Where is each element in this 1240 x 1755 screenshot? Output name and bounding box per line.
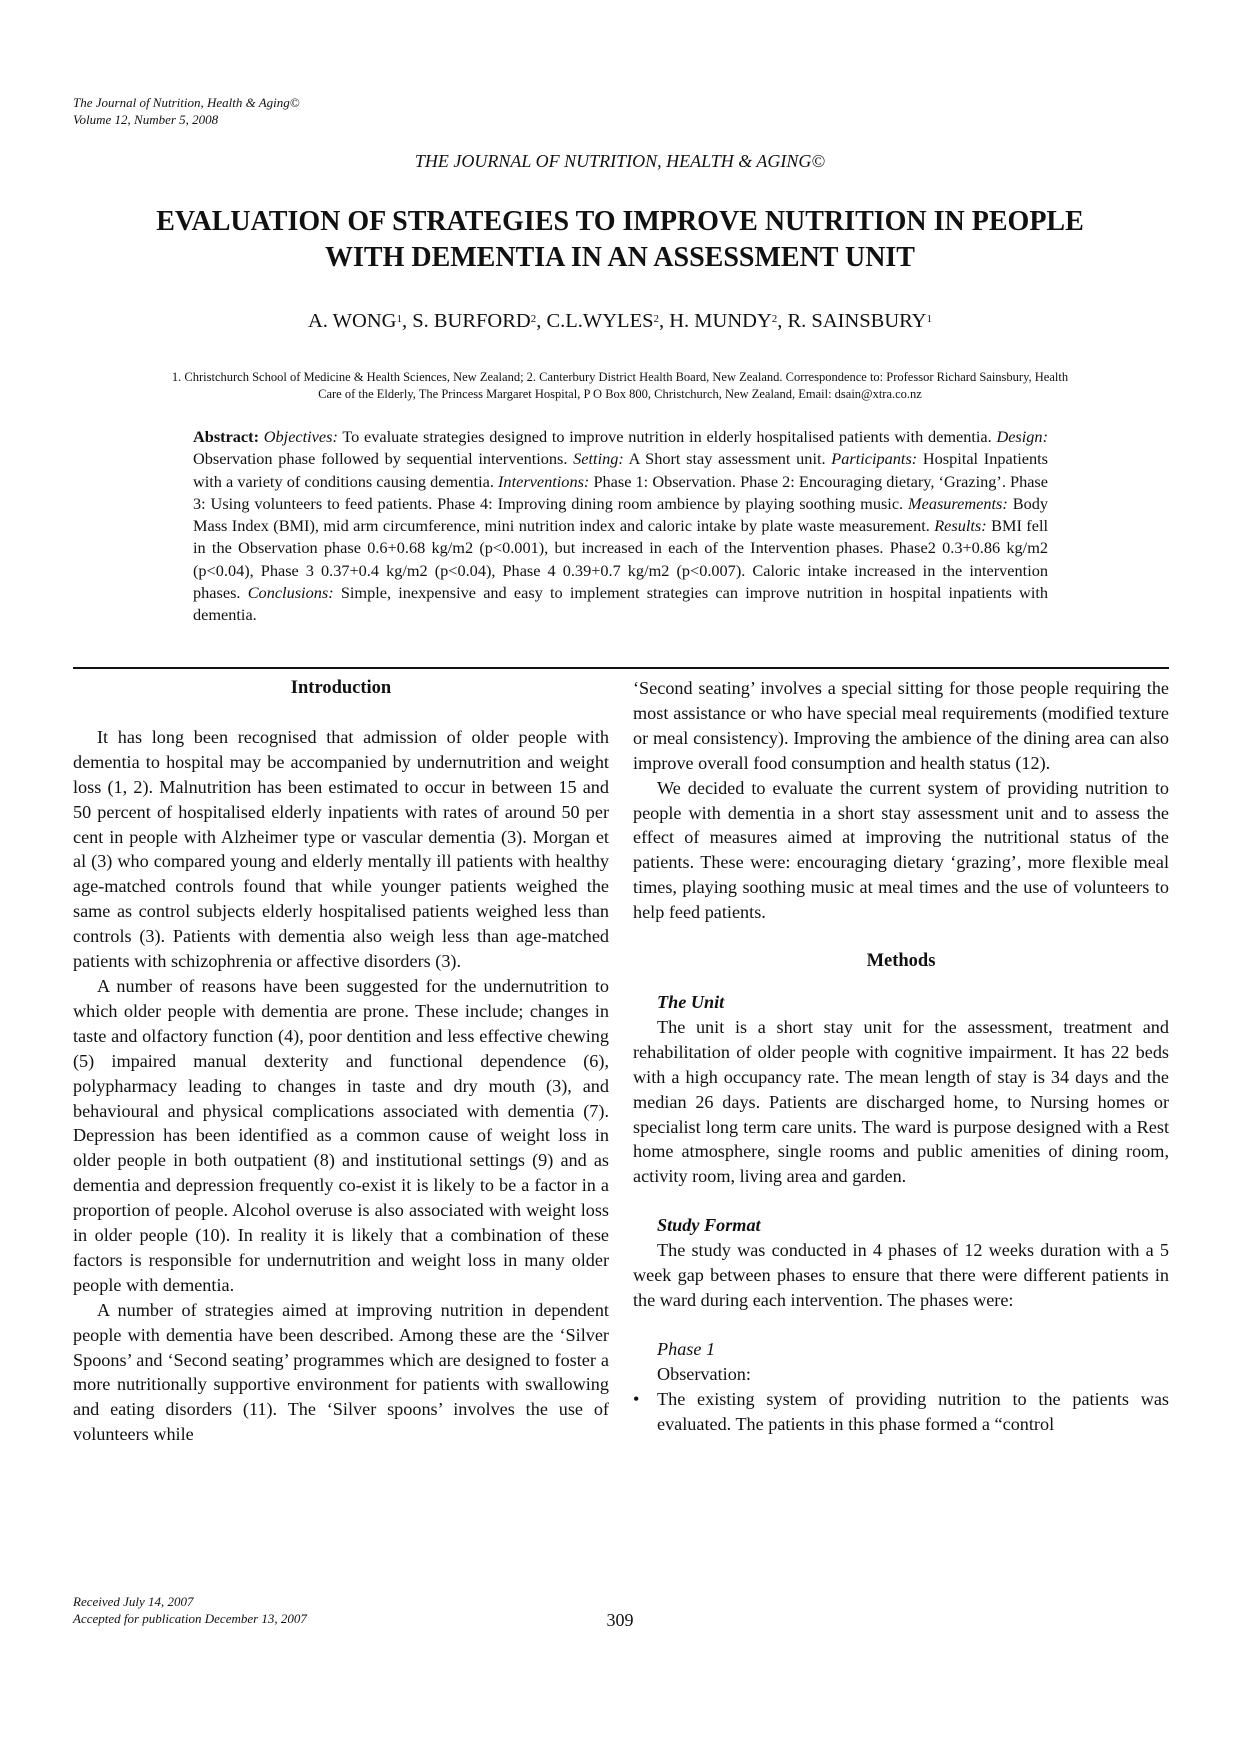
spacer <box>633 1313 1169 1337</box>
affiliations <box>100 369 1140 403</box>
author-affiliation-mark: 2 <box>530 313 537 325</box>
spacer <box>633 1189 1169 1213</box>
left-column <box>73 676 609 1447</box>
author-affiliation-mark: 2 <box>771 313 778 325</box>
abstract-results-label: Results: <box>934 516 987 536</box>
abstract-conclusions-label: Conclusions: <box>247 583 334 603</box>
study-format-paragraph: The study was conducted in 4 phases of 12 weeks duration with a 5 week gap between phases to ensure that there were different patients in the ward during each intervention. The phases were: <box>633 1240 1169 1310</box>
abstract <box>193 426 1048 627</box>
author-affiliation-mark: 2 <box>653 313 659 325</box>
methods-heading: Methods <box>866 951 936 972</box>
abstract-label: Abstract: <box>193 427 260 446</box>
paper-title-line-1: EVALUATION OF STRATEGIES TO IMPROVE NUTRITION IN PEOPLE <box>156 206 1084 237</box>
paper-title <box>100 204 1140 276</box>
affiliations-line-2: Care of the Elderly, The Princess Margaret Hospital, P O Box 800, Christchurch, New Zealand, Email: dsain@xtra.co.nz <box>318 387 922 401</box>
abstract-design-label: Design: <box>996 427 1048 446</box>
section-divider <box>73 667 1169 669</box>
phase-1-heading: Phase 1 <box>657 1338 716 1359</box>
phase-1-label: Observation: <box>657 1363 751 1384</box>
study-format-subheading: Study Format <box>657 1215 761 1236</box>
unit-subheading: The Unit <box>657 991 725 1012</box>
aims-paragraph: We decided to evaluate the current system of providing nutrition to people with dementia in a short stay assessment unit and to assess the effect of measures aimed at improving the nutritional status of the patients. These were: encouraging dietary ‘grazing’, more flexible meal times, playing soothing music at meal times and the use of volunteers to help feed patients. <box>633 777 1169 923</box>
author: R. SAINSBURY$^1$ <box>787 310 932 332</box>
abstract-objectives-label: Objectives: <box>263 427 338 446</box>
abstract-design: Observation phase followed by sequential interventions. <box>193 449 574 469</box>
abstract-interventions-label: Interventions: <box>498 471 590 491</box>
abstract-results: BMI fell in the Observation phase 0.6+0.68 kg/m2 (p<0.001), but increased in each of the Intervention phases. Phase2 0.3+0.86 kg/m2 (p<0.04), Phase 3 0.37+0.4 kg/m2 (p<0.04), Phase 4 0.39+0.7 kg/m2 (p<0.007). Caloric intake increased in the intervention phases. <box>193 516 1048 603</box>
running-head <box>73 94 300 128</box>
continued-paragraph: ‘Second seating’ involves a special sitting for those people requiring the most assistance or who have special meal requirements (modified texture or meal consistency). Improving the ambience of the dining area can also improve overall food consumption and health status (12). <box>633 678 1169 773</box>
bullet-text: The existing system of providing nutrition to the patients was evaluated. The patients in this phase formed a “control <box>657 1388 1169 1434</box>
author: A. WONG$^1$, <box>308 310 413 332</box>
introduction-paragraph: A number of strategies aimed at improving nutrition in dependent people with dementia have been described. Among these are the ‘Silver Spoons’ and ‘Second seating’ programmes which are designed to foster a more nutritionally supportive environment for patients with swallowing and eating disorders (11). The ‘Silver spoons’ involves the use of volunteers while <box>73 1299 609 1445</box>
accepted-date: Accepted for publication December 13, 2007 <box>73 1611 307 1626</box>
right-column <box>633 676 1169 1436</box>
abstract-conclusions: Simple, inexpensive and easy to implement strategies can improve nutrition in hospital inpatients with dementia. <box>193 583 1049 625</box>
bullet-icon: • <box>633 1388 640 1409</box>
abstract-participants: Hospital Inpatients with a variety of conditions causing dementia. <box>193 449 1048 491</box>
introduction-heading: Introduction <box>290 678 392 698</box>
abstract-objectives: To evaluate strategies designed to improve nutrition in elderly hospitalised patients with dementia. <box>337 427 997 446</box>
bullet-item <box>633 1387 1169 1437</box>
running-head-journal: The Journal of Nutrition, Health & Aging© <box>73 95 300 110</box>
abstract-interventions: Phase 1: Observation. Phase 2: Encouraging dietary, ‘Grazing’. Phase 3: Using volunteers to feed patients. Phase 4: Improving dining room ambience by playing soothing music. <box>193 471 1048 513</box>
unit-paragraph: The unit is a short stay unit for the assessment, treatment and rehabilitation of older people with cognitive impairment. It has 22 beds with a high occupancy rate. The mean length of stay is 34 days and the median 26 days. Patients are discharged home, to Nursing homes or specialist long term care units. The ward is purpose designed with a Rest home atmosphere, single rooms and public amenities of dining room, activity room, living area and garden. <box>633 1016 1169 1187</box>
abstract-measurements-label: Measurements: <box>908 493 1008 513</box>
paper-title-line-2: WITH DEMENTIA IN AN ASSESSMENT UNIT <box>325 242 915 273</box>
running-head-volume: Volume 12, Number 5, 2008 <box>73 112 219 127</box>
abstract-measurements: Body Mass Index (BMI), mid arm circumference, mini nutrition index and caloric intake by plate waste measurement. <box>193 493 1048 536</box>
page-number: 309 <box>606 1610 634 1630</box>
abstract-setting-label: Setting: <box>573 449 624 469</box>
received-date: Received July 14, 2007 <box>73 1594 194 1609</box>
author: S. BURFORD$^2$, <box>412 310 547 332</box>
abstract-participants-label: Participants: <box>831 449 918 469</box>
author-list <box>0 310 1240 333</box>
author-affiliation-mark: 1 <box>396 313 402 325</box>
journal-banner: THE JOURNAL OF NUTRITION, HEALTH & AGING© <box>414 151 826 171</box>
author: H. MUNDY$^2$, <box>669 310 788 332</box>
abstract-setting: A Short stay assessment unit. <box>623 449 832 469</box>
affiliations-line-1: 1. Christchurch School of Medicine & Health Sciences, New Zealand; 2. Canterbury District Health Board, New Zealand. Correspondence to: Professor Richard Sainsbury, Health <box>171 370 1069 384</box>
introduction-paragraph: It has long been recognised that admission of older people with dementia to hospital may be accompanied by undernutrition and weight loss (1, 2). Malnutrition has been estimated to occur in between 15 and 50 percent of hospitalised elderly inpatients with rates of around 50 per cent in people with Alzheimer type or vascular dementia (3). Morgan et al (3) who compared young and elderly mentally ill patients with healthy age-matched controls found that while younger patients weighed the same as control subjects elderly hospitalised patients weighed less than controls (3). Patients with dementia also weigh less than age-matched patients with schizophrenia or affective disorders (3). <box>73 726 609 972</box>
introduction-paragraph: A number of reasons have been suggested for the undernutrition to which older people with dementia are prone. These include; changes in taste and olfactory function (4), poor dentition and less effective chewing (5) impaired manual dexterity and functional dependence (6), polypharmacy leading to changes in taste and dry mouth (3), and behavioural and physical complications associated with dementia (7). Depression has been identified as a common cause of weight loss in older people in both outpatient (8) and institutional settings (9) and as dementia and depression frequently co-exist it is likely to be a factor in a proportion of people. Alcohol overuse is also associated with weight loss in older people (10). In reality it is likely that a combination of these factors is responsible for undernutrition and weight loss in many older people with dementia. <box>73 975 609 1295</box>
author: C.L.WYLES$^2$, <box>546 310 670 332</box>
author-affiliation-mark: 1 <box>926 313 932 325</box>
